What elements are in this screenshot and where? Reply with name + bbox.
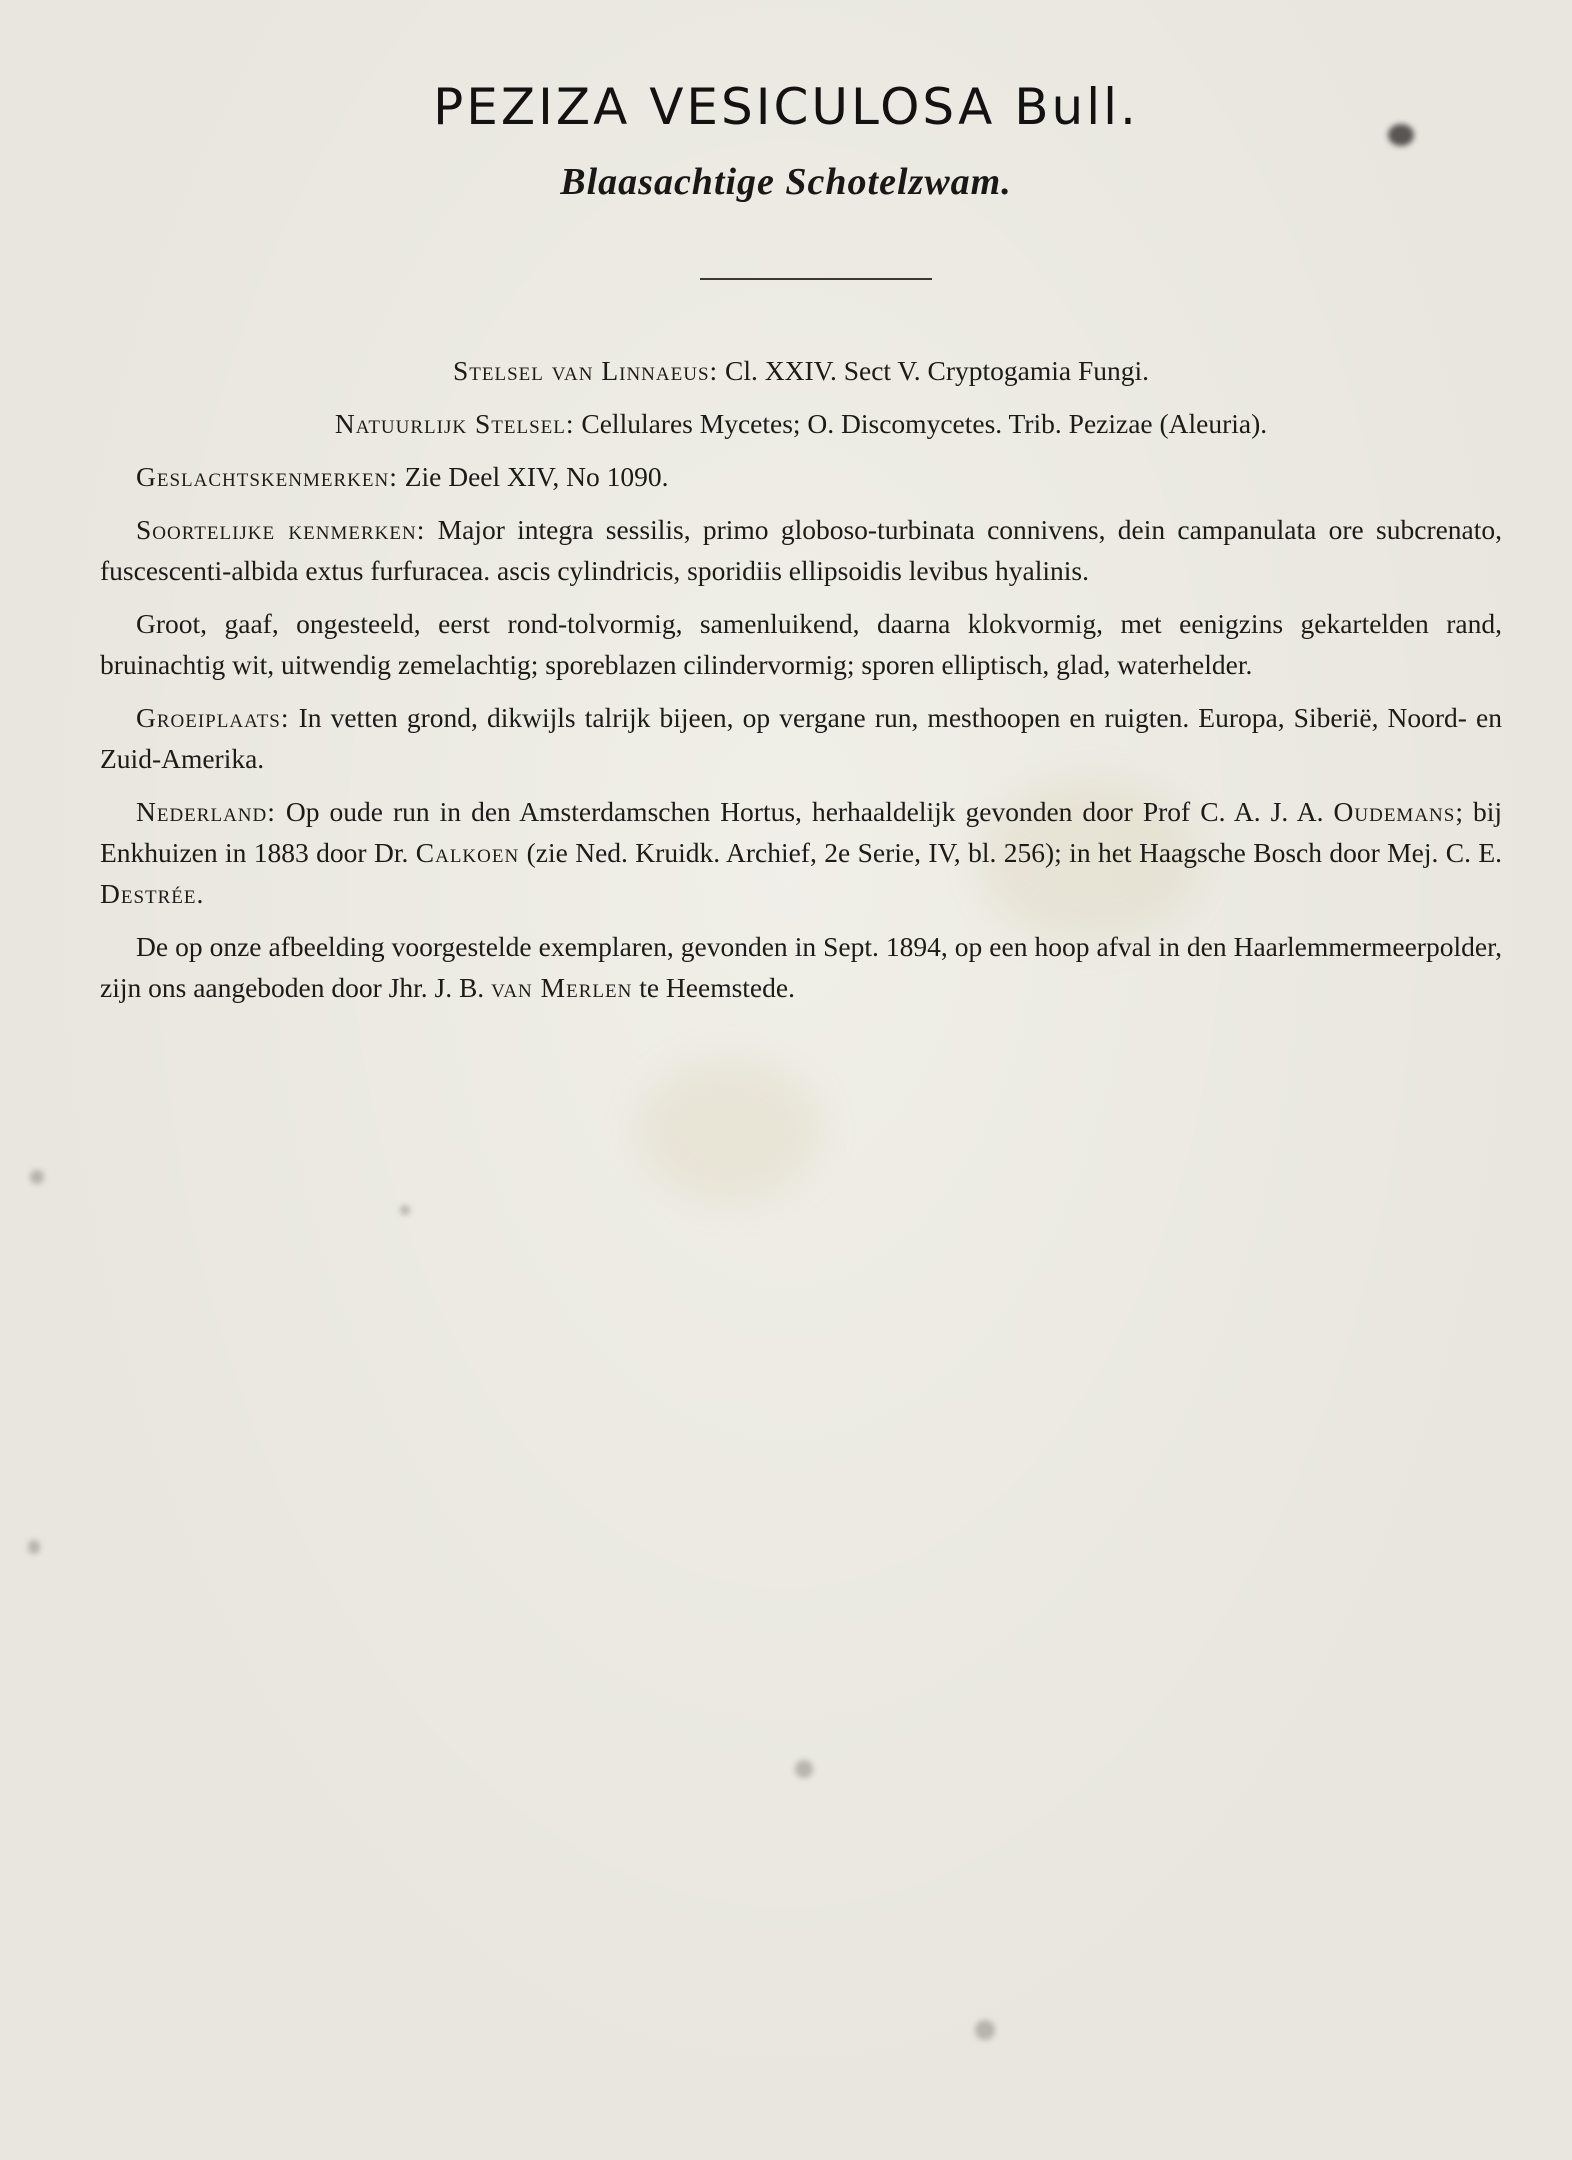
afbeelding-text-1: De op onze afbeelding voorgestelde exemplaren, gevonden in Sept. 1894, op een hoop afval in den Haarlemmermeerpolder, zijn ons aangeboden door Jhr. J. B.	[100, 931, 1502, 1003]
title-divider	[700, 278, 932, 280]
soortelijke-kenmerken-label: Soortelijke kenmerken:	[136, 514, 426, 545]
foxing-spot	[28, 1540, 40, 1554]
foxing-spot	[30, 1170, 44, 1184]
nederland-name-calkoen: Calkoen	[415, 837, 520, 868]
foxing-spot	[400, 1205, 410, 1215]
afbeelding	[100, 926, 1502, 1008]
natuurlijk-stelsel-text: Cellulares Mycetes; O. Discomycetes. Trib. Pezizae (Aleuria).	[581, 408, 1268, 439]
groeiplaats-label: Groeiplaats:	[136, 702, 290, 733]
page-subtitle: Blaasachtige Schotelzwam.	[560, 161, 1012, 203]
natuurlijk-stelsel	[100, 403, 1502, 444]
geslachtskenmerken	[100, 456, 1502, 497]
page-title: PEZIZA VESICULOSA Bull.	[433, 78, 1139, 136]
nederland-name-oudemans: Oudemans	[1333, 796, 1456, 827]
soortelijke-kenmerken	[100, 509, 1502, 591]
natuurlijk-stelsel-label: Natuurlijk Stelsel:	[334, 408, 575, 439]
nederland-name-destree: Destrée	[100, 878, 197, 909]
groeiplaats-text: In vetten grond, dikwijls talrijk bijeen, op vergane run, mesthoopen en ruigten. Europa, Siberië, Noord- en Zuid-Amerika.	[100, 702, 1502, 774]
afbeelding-text-2: te Heemstede.	[639, 972, 795, 1003]
nederland	[100, 791, 1502, 914]
paper-stain	[640, 1060, 820, 1200]
nederland-text-1: Op oude run in den Amsterdamschen Hortus, herhaaldelijk gevonden door Prof C. A. J. A.	[285, 796, 1324, 827]
groeiplaats	[100, 697, 1502, 779]
nederland-label: Nederland:	[136, 796, 276, 827]
stelsel-linnaeus-label: Stelsel van Linnaeus:	[452, 355, 719, 386]
foxing-spot	[975, 2020, 995, 2040]
document-body	[100, 350, 1502, 1020]
stelsel-linnaeus-text: Cl. XXIV. Sect V. Cryptogamia Fungi.	[725, 355, 1150, 386]
nederland-text-2: ; bij Enkhuizen in 1883 door Dr.	[100, 796, 1503, 868]
soortelijke-kenmerken-text: Major integra sessilis, primo globoso-turbinata connivens, dein campanulata ore subcrenato, fuscescenti-albida extus furfuracea. ascis cylindricis, sporidiis ellipsoidis levibus hyalinis.	[100, 514, 1503, 586]
nederland-text-3: (zie Ned. Kruidk. Archief, 2e Serie, IV, bl. 256); in het Haagsche Bosch door Mej. C. E.	[526, 837, 1503, 868]
beschrijving: Groot, gaaf, ongesteeld, eerst rond-tolvormig, samenluikend, daarna klokvormig, met eenigzins gekartelden rand, bruinachtig wit, uitwendig zemelachtig; sporeblazen cilindervormig; sporen elliptisch, glad, waterhelder.	[100, 608, 1502, 680]
foxing-spot	[795, 1760, 813, 1778]
afbeelding-name-van-merlen: van Merlen	[491, 972, 633, 1003]
stelsel-linnaeus	[100, 350, 1502, 391]
geslachtskenmerken-label: Geslachtskenmerken:	[136, 461, 398, 492]
nederland-text-4: .	[196, 878, 204, 909]
geslachtskenmerken-text: Zie Deel XIV, No 1090.	[404, 461, 669, 492]
